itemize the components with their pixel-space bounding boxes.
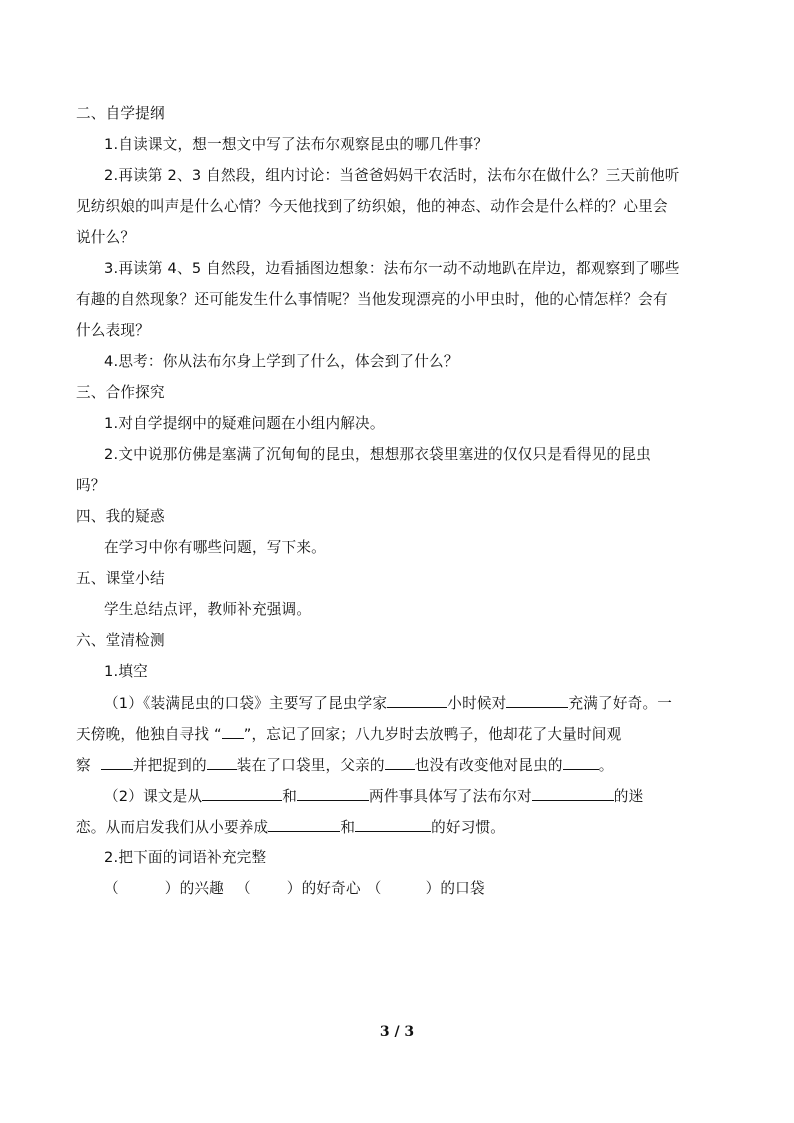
fill-line-5	[76, 817, 505, 838]
s2-q3-line3: 什么表现？	[76, 322, 150, 339]
close-paren: ）	[164, 880, 180, 897]
blank-field[interactable]	[202, 786, 282, 801]
fill-text: 并把捉到的	[132, 757, 207, 774]
blank-field[interactable]	[101, 755, 133, 770]
blank-field[interactable]	[222, 724, 244, 739]
section-4-heading: 四、我的疑惑	[76, 508, 165, 525]
s4-text: 在学习中你有哪些问题，写下来。	[104, 539, 326, 556]
fill-text: 。	[598, 757, 614, 774]
blank-field[interactable]	[297, 786, 369, 801]
fill-text: （2）课文是从	[104, 788, 203, 805]
s2-q2-line2: 见纺织娘的叫声是什么心情？今天他找到了纺织娘，他的神态、动作会是什么样的？心里会	[76, 198, 668, 215]
blank-field[interactable]	[385, 755, 415, 770]
section-2-heading: 二、自学提纲	[76, 105, 165, 122]
blank-field[interactable]	[268, 817, 340, 832]
fill-text: （1）《装满昆虫的口袋》主要写了昆虫学家	[104, 695, 388, 712]
fill-line-4	[104, 786, 643, 807]
fill-text: 天傍晚，他独自寻找 “	[76, 726, 222, 743]
open-paren: （	[366, 880, 382, 897]
fill-text: 两件事具体写了法布尔对	[369, 788, 532, 805]
fill-text: 充满了好奇。一	[568, 695, 673, 712]
page-number: 3 / 3	[379, 1024, 415, 1040]
open-paren: （	[235, 880, 251, 897]
fill-text: 察	[76, 757, 91, 774]
fill-text: ”，忘记了回家；八九岁时去放鸭子，他却花了大量时间观	[243, 726, 622, 743]
blank-field[interactable]	[506, 693, 568, 708]
open-paren: （	[104, 880, 119, 897]
blank-field[interactable]	[387, 693, 447, 708]
blank-field[interactable]	[563, 755, 599, 770]
s5-text: 学生总结点评，教师补充强调。	[104, 601, 312, 618]
section-6-heading: 六、堂清检测	[76, 632, 165, 649]
fill-text: 也没有改变他对昆虫的	[414, 757, 563, 774]
fill-text: 和	[282, 788, 298, 805]
fill-text: 的迷	[613, 788, 644, 805]
s6-q2-title: 2.把下面的词语补充完整	[104, 849, 267, 866]
close-paren: ）	[286, 880, 302, 897]
s6-q1-title: 1.填空	[104, 663, 148, 680]
s2-q3-line2: 有趣的自然现象？还可能发生什么事情呢？当他发现漂亮的小甲虫时，他的心情怎样？会有	[76, 291, 668, 308]
section-5-heading: 五、课堂小结	[76, 570, 165, 587]
section-3-heading: 三、合作探究	[76, 384, 165, 401]
close-paren: ）	[425, 880, 441, 897]
fill-line-3	[76, 755, 613, 776]
word-item: 的兴趣	[179, 880, 224, 897]
fill-line-1	[104, 693, 672, 714]
blank-field[interactable]	[532, 786, 614, 801]
s3-q1: 1.对自学提纲中的疑难问题在小组内解决。	[104, 415, 385, 432]
fill-text: 小时候对	[447, 695, 507, 712]
word-completion-row	[104, 879, 485, 899]
s2-q4: 4.思考：你从法布尔身上学到了什么，体会到了什么？	[104, 353, 459, 370]
blank-field[interactable]	[207, 755, 237, 770]
fill-text: 恋。从而启发我们从小要养成	[76, 819, 269, 836]
s2-q3-line1: 3.再读第 4、5 自然段，边看插图边想象：法布尔一动不动地趴在岸边，都观察到了哪些	[104, 260, 680, 277]
blank-field[interactable]	[355, 817, 431, 832]
fill-text: 装在了口袋里，父亲的	[236, 757, 385, 774]
s2-q2-line3: 说什么？	[76, 229, 136, 246]
fill-line-2	[76, 724, 621, 745]
word-item: 的口袋	[440, 880, 485, 897]
s2-q2-line1: 2.再读第 2、3 自然段，组内讨论：当爸爸妈妈干农活时，法布尔在做什么？三天前他听	[104, 167, 680, 184]
s3-q2-line2: 吗？	[76, 477, 106, 494]
fill-text: 的好习惯。	[431, 819, 506, 836]
word-item: 的好奇心	[301, 880, 361, 897]
s3-q2-line1: 2.文中说那仿佛是塞满了沉甸甸的昆虫，想想那衣袋里塞进的仅仅只是看得见的昆虫	[104, 446, 651, 463]
s2-q1: 1.自读课文，想一想文中写了法布尔观察昆虫的哪几件事？	[104, 136, 489, 153]
fill-text: 和	[340, 819, 356, 836]
